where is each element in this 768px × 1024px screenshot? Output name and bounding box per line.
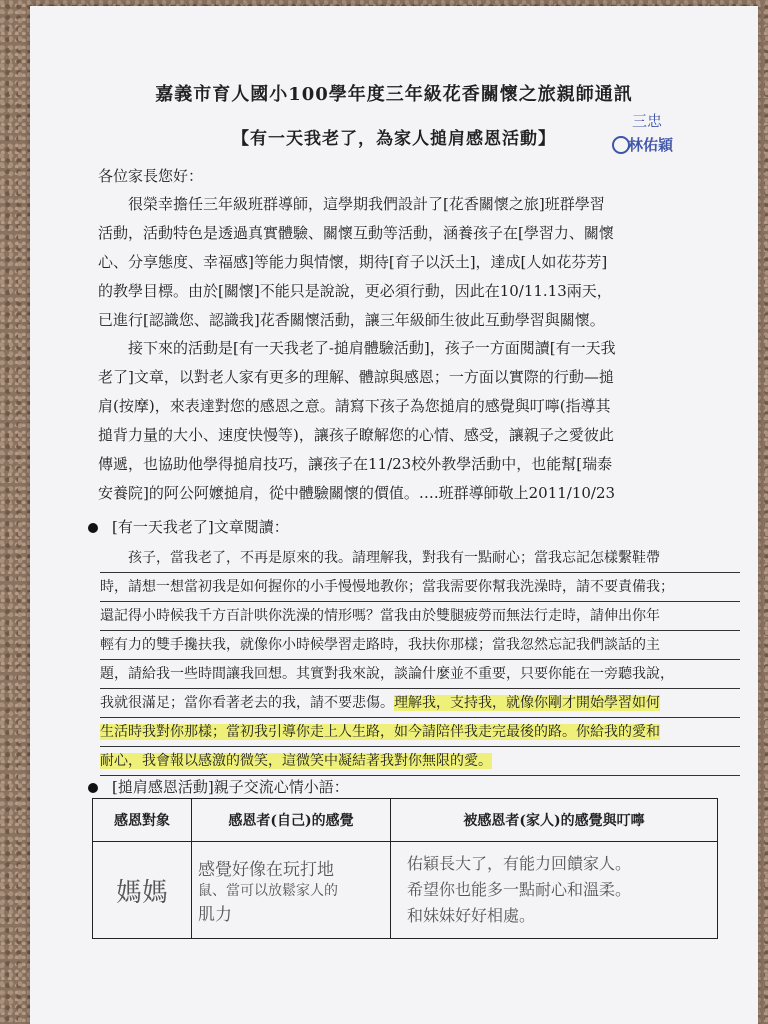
paragraph-line: 肩(按摩)，來表達對您的感恩之意。請寫下孩子為您搥肩的感覺與叮嚀(指導其 <box>98 397 611 415</box>
highlighted-text: 生活時我對你那樣；當初我引導你走上人生路，如今請陪伴我走完最後的路。你給我的愛和 <box>100 724 660 740</box>
table-row <box>93 842 718 939</box>
paragraph-line: 安養院]的阿公阿嬤搥肩，從中體驗關懷的價值。….班群導師敬上2011/10/23 <box>98 484 616 502</box>
bullet-icon <box>88 783 98 793</box>
table-header: 被感恩者(家人)的感覺與叮嚀 <box>391 799 718 842</box>
paragraph-intro <box>98 190 718 335</box>
reading-line: 時，請想一想當初我是如何握你的小手慢慢地教你；當我需要你幫我洗澡時，請不要責備我； <box>100 573 740 602</box>
paragraph-line: 已進行[認識您、認識我]花香關懷活動，讓三年級師生彼此互動學習與關懷。 <box>98 311 605 329</box>
handwritten-line: 希望你也能多一點耐心和溫柔。 <box>407 880 632 899</box>
reading-line: 還記得小時候我千方百計哄你洗澡的情形嗎？當我由於雙腿疲勞而無法行走時，請伸出你年 <box>100 602 740 631</box>
section-heading-reading: [有一天我老了]文章閱讀： <box>88 516 289 537</box>
highlighted-text: 耐心，我會報以感激的微笑，這微笑中凝結著我對你無限的愛。 <box>100 753 492 769</box>
paragraph-line: 心、分享態度、幸福感]等能力與情懷，期待[育子以沃土]，達成[人如花芬芳] <box>98 253 608 271</box>
handwritten-line: 感覺好像在玩打地 <box>198 860 334 880</box>
reading-line <box>100 747 740 776</box>
stamp-class-label: 三忠 <box>632 112 663 130</box>
name-stamp <box>612 110 696 162</box>
response-cell <box>391 842 718 939</box>
reading-line: 孩子，當我老了，不再是原來的我。請理解我，對我有一點耐心；當我忘記怎樣繫鞋帶 <box>100 544 740 573</box>
paragraph-line: 很榮幸擔任三年級班群導師，這學期我們設計了[花香關懷之旅]班群學習 <box>128 195 605 213</box>
table-header: 感恩對象 <box>93 799 192 842</box>
highlighted-text: 理解我，支持我，就像你剛才開始學習如何 <box>394 695 660 711</box>
paragraph-line: 活動，活動特色是透過真實體驗、關懷互動等活動，涵養孩子在[學習力、關懷 <box>98 224 614 242</box>
document-page <box>30 6 758 1024</box>
table-header-row <box>93 799 718 842</box>
reading-passage <box>100 544 740 776</box>
handwritten-line: 肌力 <box>198 905 232 925</box>
paragraph-line: 的教學目標。由於[關懷]不能只是說說，更必須行動，因此在10/11.13兩天， <box>98 282 612 300</box>
paragraph-line: 傳遞，也協助他學得搥肩技巧，讓孩子在11/23校外教學活動中，也能幫[瑞泰 <box>98 455 613 473</box>
greeting: 各位家長您好： <box>98 167 204 185</box>
stamp-name: 林佑穎 <box>628 136 674 154</box>
reading-line: 輕有力的雙手攙扶我，就像你小時候學習走路時，我扶你那樣；當我忽然忘記我們談話的主 <box>100 631 740 660</box>
bullet-icon <box>88 523 98 533</box>
paragraph-line: 老了]文章，以對老人家有更多的理解、體諒與感恩；一方面以實際的行動—搥 <box>98 368 614 386</box>
table-header: 感恩者(自己)的感覺 <box>192 799 391 842</box>
paragraph-line: 接下來的活動是[有一天我老了-搥肩體驗活動]，孩子一方面閱讀[有一天我 <box>128 339 616 357</box>
target-cell <box>93 842 192 939</box>
handwritten-target: 媽媽 <box>115 877 168 908</box>
section-heading-exchange: [搥肩感恩活動]親子交流心情小語： <box>88 776 349 797</box>
reading-line <box>100 718 740 747</box>
feeling-cell <box>192 842 391 939</box>
reading-line: 題，請給我一些時間讓我回想。其實對我來說，談論什麼並不重要，只要你能在一旁聽我說， <box>100 660 740 689</box>
page-title: 嘉義市育人國小100學年度三年級花香關懷之旅親師通訊 <box>155 84 633 105</box>
reading-line: 我就很滿足；當你看著老去的我，請不要悲傷。理解我，支持我，就像你剛才開始學習如何 <box>100 689 740 718</box>
page-subtitle: 【有一天我老了，為家人搥肩感恩活動】 <box>232 129 556 149</box>
paragraph-activity <box>98 334 718 508</box>
handwritten-line: 和妹妹好好相處。 <box>407 906 536 925</box>
feedback-table <box>92 798 718 939</box>
handwritten-line: 鼠、當可以放鬆家人的 <box>198 883 338 899</box>
handwritten-line: 佑穎長大了，有能力回饋家人。 <box>407 854 632 873</box>
paragraph-line: 搥背力量的大小、速度快慢等)，讓孩子瞭解您的心情、感受，讓親子之愛彼此 <box>98 426 614 444</box>
